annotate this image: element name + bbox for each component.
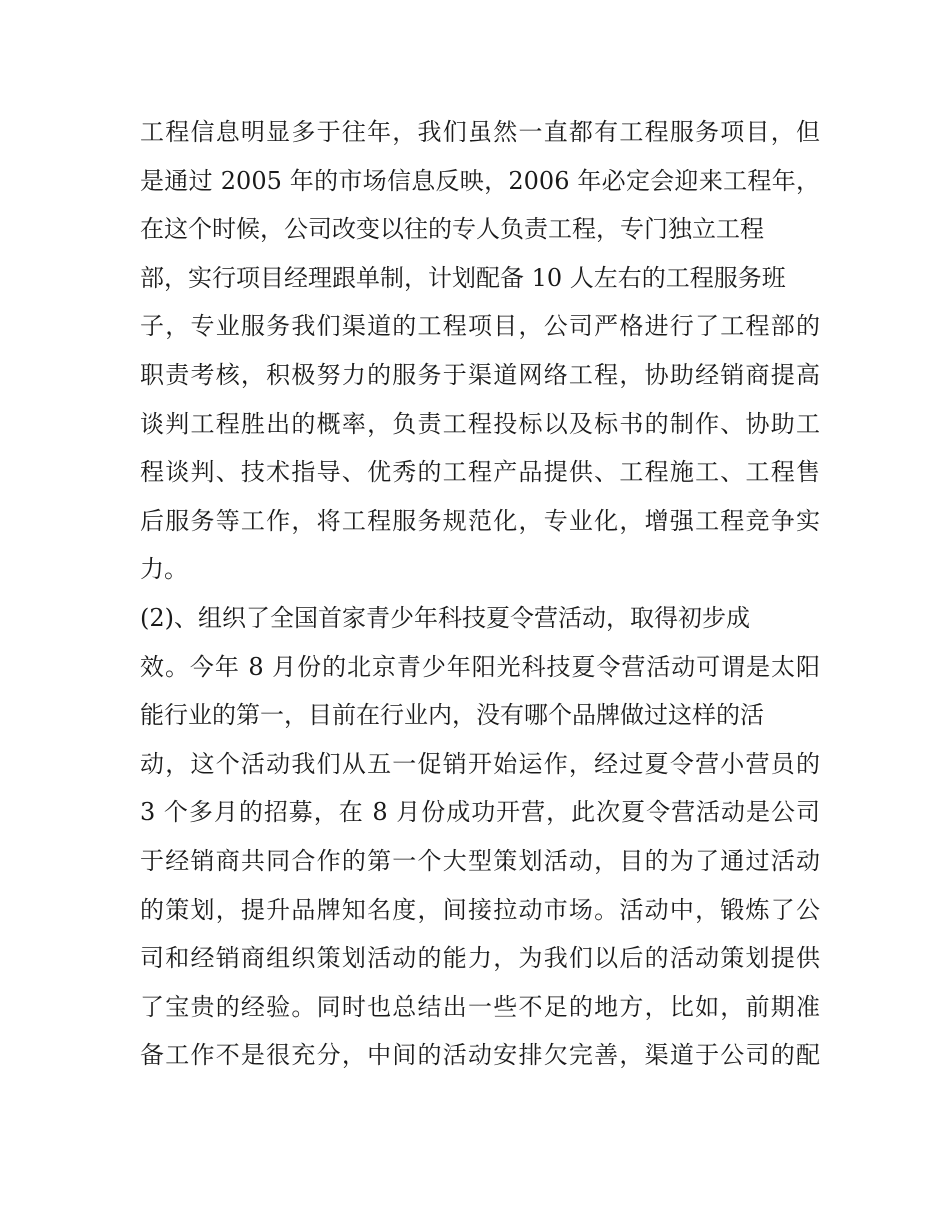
text-line: 了宝贵的经验。同时也总结出一些不足的地方，比如，前期准 xyxy=(140,992,820,1021)
text-line: 部，实行项目经理跟单制，计划配备 10 人左右的工程服务班 xyxy=(140,263,786,292)
text-line: 能行业的第一，目前在行业内，没有哪个品牌做过这样的活 xyxy=(140,701,764,730)
text-line: 工程信息明显多于往年，我们虽然一直都有工程服务项目，但 xyxy=(140,118,820,146)
text-line: 谈判工程胜出的概率，负责工程投标以及标书的制作、协助工 xyxy=(140,409,820,438)
text-line: 备工作不是很充分，中间的活动安排欠完善，渠道于公司的配 xyxy=(140,1041,820,1070)
text-line: 程谈判、技术指导、优秀的工程产品提供、工程施工、工程售 xyxy=(140,458,820,487)
text-line: 职责考核，积极努力的服务于渠道网络工程，协助经销商提高 xyxy=(140,360,820,389)
text-line: 3 个多月的招募，在 8 月份成功开营，此次夏令营活动是公司 xyxy=(140,798,820,827)
body-text xyxy=(140,108,820,1080)
text-line: 效。今年 8 月份的北京青少年阳光科技夏令营活动可谓是太阳 xyxy=(140,652,820,681)
text-line: 后服务等工作，将工程服务规范化，专业化，增强工程竞争实 xyxy=(140,506,820,535)
text-line: 动，这个活动我们从五一促销开始运作，经过夏令营小营员的 xyxy=(140,749,820,778)
text-line: (2)、组织了全国首家青少年科技夏令营活动，取得初步成 xyxy=(140,603,750,632)
text-line: 力。 xyxy=(140,555,188,584)
text-line: 在这个时候，公司改变以往的专人负责工程，专门独立工程 xyxy=(140,215,764,244)
text-line: 的策划，提升品牌知名度，间接拉动市场。活动中，锻炼了公 xyxy=(140,895,820,924)
text-line: 司和经销商组织策划活动的能力，为我们以后的活动策划提供 xyxy=(140,944,820,973)
text-line: 是通过 2005 年的市场信息反映，2006 年必定会迎来工程年， xyxy=(140,166,820,195)
text-line: 于经销商共同合作的第一个大型策划活动，目的为了通过活动 xyxy=(140,846,820,875)
text-line: 子，专业服务我们渠道的工程项目，公司严格进行了工程部的 xyxy=(140,312,820,341)
